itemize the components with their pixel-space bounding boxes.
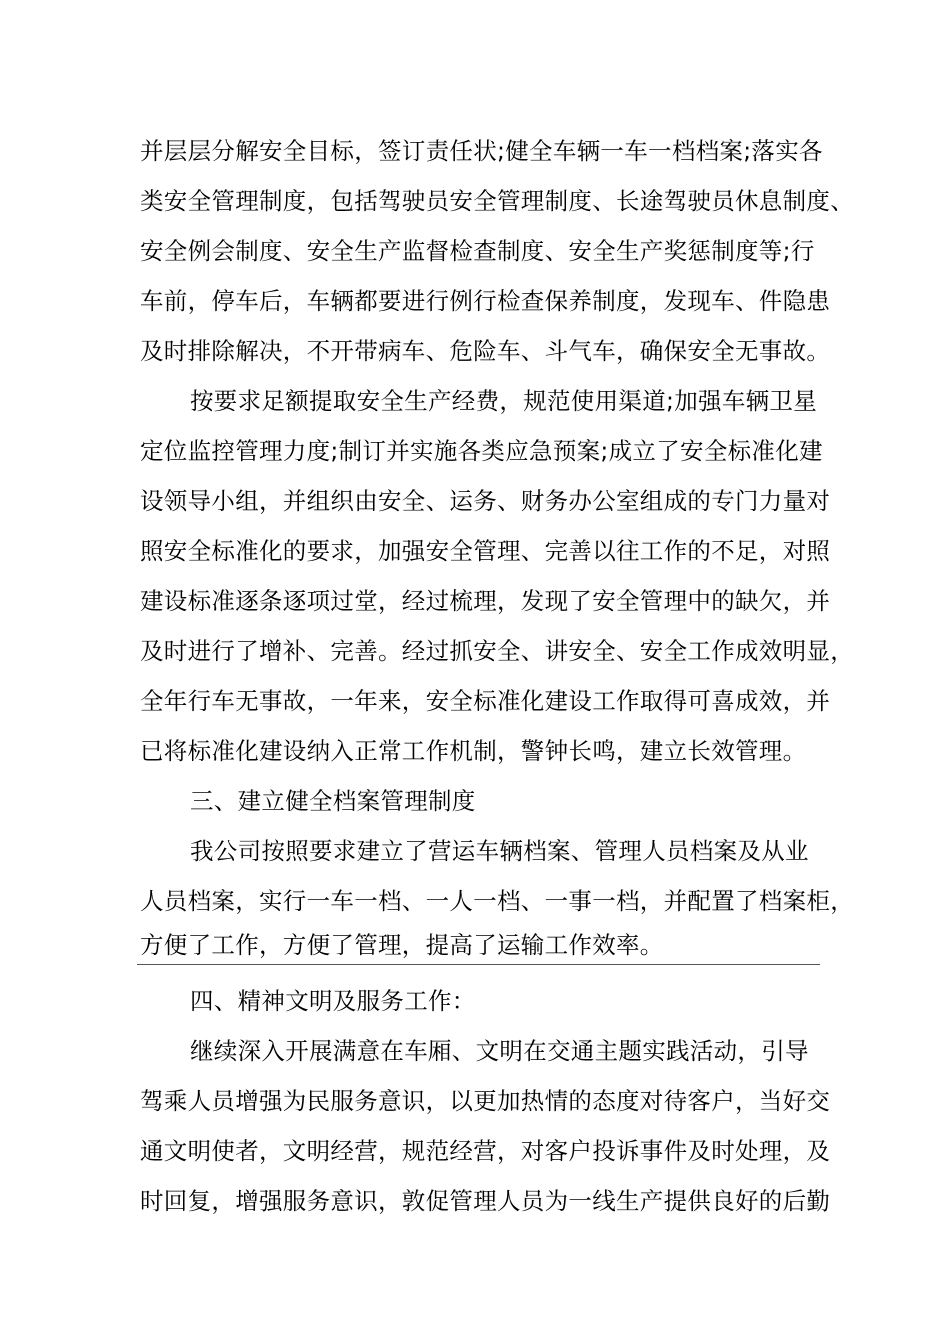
paragraph-first-line: 按要求足额提取安全生产经费，规范使用渠道;加强车辆卫星 bbox=[190, 387, 818, 415]
paragraph-first-line: 我公司按照要求建立了营运车辆档案、管理人员档案及从业 bbox=[190, 837, 809, 865]
text-line: 驾乘人员增强为民服务意识，以更加热情的态度对待客户，当好交 bbox=[140, 1087, 831, 1115]
section-heading: 三、建立健全档案管理制度 bbox=[190, 787, 476, 815]
text-line: 照安全标准化的要求，加强安全管理、完善以往工作的不足，对照 bbox=[140, 537, 831, 565]
text-line: 及时进行了增补、完善。经过抓安全、讲安全、安全工作成效明显， bbox=[140, 637, 854, 665]
section-heading: 四、精神文明及服务工作： bbox=[190, 987, 476, 1015]
text-line: 定位监控管理力度;制订并实施各类应急预案;成立了安全标准化建 bbox=[140, 437, 823, 465]
text-line: 并层层分解安全目标，签订责任状;健全车辆一车一档档案;落实各 bbox=[140, 137, 823, 165]
text-line: 方便了工作，方便了管理，提高了运输工作效率。 bbox=[140, 931, 664, 959]
paragraph-first-line: 继续深入开展满意在车厢、文明在交通主题实践活动，引导 bbox=[190, 1037, 809, 1065]
text-line: 车前，停车后，车辆都要进行例行检查保养制度，发现车、件隐患 bbox=[140, 287, 831, 315]
text-line: 设领导小组，并组织由安全、运务、财务办公室组成的专门力量对 bbox=[140, 487, 831, 515]
horizontal-rule bbox=[137, 964, 820, 965]
text-line: 全年行车无事故，一年来，安全标准化建设工作取得可喜成效，并 bbox=[140, 687, 831, 715]
text-line: 安全例会制度、安全生产监督检查制度、安全生产奖惩制度等;行 bbox=[140, 237, 815, 265]
text-line: 通文明使者，文明经营，规范经营，对客户投诉事件及时处理，及 bbox=[140, 1137, 831, 1165]
text-line: 及时排除解决，不开带病车、危险车、斗气车，确保安全无事故。 bbox=[140, 337, 831, 365]
text-line: 时回复，增强服务意识，敦促管理人员为一线生产提供良好的后勤 bbox=[140, 1187, 831, 1215]
text-line: 类安全管理制度，包括驾驶员安全管理制度、长途驾驶员休息制度、 bbox=[140, 187, 854, 215]
text-line: 已将标准化建设纳入正常工作机制，警钟长鸣，建立长效管理。 bbox=[140, 737, 807, 765]
text-line: 建设标准逐条逐项过堂，经过梳理，发现了安全管理中的缺欠，并 bbox=[140, 587, 831, 615]
text-line: 人员档案，实行一车一档、一人一档、一事一档，并配置了档案柜， bbox=[140, 887, 854, 915]
